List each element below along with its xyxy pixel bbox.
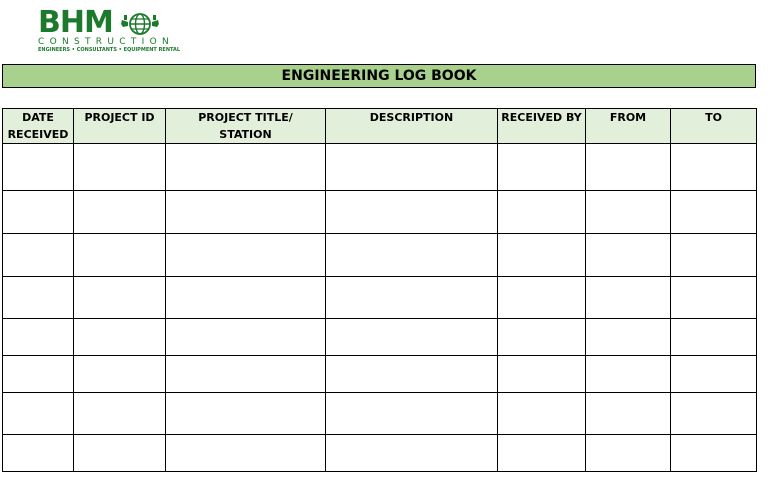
table-cell[interactable] <box>74 144 166 191</box>
table-row <box>3 234 757 277</box>
column-header-line: FROM <box>609 111 647 124</box>
table-cell[interactable] <box>671 319 757 356</box>
table-cell[interactable] <box>3 191 74 234</box>
table-cell[interactable] <box>671 234 757 277</box>
table-cell[interactable] <box>498 277 586 319</box>
column-header <box>586 109 671 144</box>
table-cell[interactable] <box>166 435 326 472</box>
table-cell[interactable] <box>671 191 757 234</box>
table-row <box>3 356 757 393</box>
table-cell[interactable] <box>3 393 74 435</box>
table-cell[interactable] <box>74 277 166 319</box>
table-cell[interactable] <box>326 435 498 472</box>
table-header-row <box>3 109 757 144</box>
table-cell[interactable] <box>586 435 671 472</box>
table-cell[interactable] <box>498 393 586 435</box>
table-cell[interactable] <box>326 277 498 319</box>
table-cell[interactable] <box>586 234 671 277</box>
table-cell[interactable] <box>74 356 166 393</box>
globe-icon <box>119 12 161 36</box>
page-title: ENGINEERING LOG BOOK <box>2 64 756 88</box>
table-cell[interactable] <box>3 319 74 356</box>
table-cell[interactable] <box>586 319 671 356</box>
table-cell[interactable] <box>166 393 326 435</box>
table-cell[interactable] <box>326 319 498 356</box>
table-cell[interactable] <box>498 356 586 393</box>
table-cell[interactable] <box>498 234 586 277</box>
table-body <box>3 144 757 472</box>
table-cell[interactable] <box>498 435 586 472</box>
column-header-line: TO <box>705 111 722 124</box>
table-cell[interactable] <box>326 356 498 393</box>
table-cell[interactable] <box>586 277 671 319</box>
table-cell[interactable] <box>166 356 326 393</box>
table-cell[interactable] <box>3 277 74 319</box>
column-header-line: RECEIVED BY <box>501 111 582 124</box>
logo-tagline: ENGINEERS • CONSULTANTS • EQUIPMENT RENTAL <box>38 47 181 53</box>
table-cell[interactable] <box>166 319 326 356</box>
table-cell[interactable] <box>74 393 166 435</box>
table-cell[interactable] <box>3 435 74 472</box>
table-cell[interactable] <box>326 191 498 234</box>
table-cell[interactable] <box>586 356 671 393</box>
table-cell[interactable] <box>671 393 757 435</box>
table-cell[interactable] <box>326 393 498 435</box>
table-row <box>3 435 757 472</box>
table-cell[interactable] <box>166 191 326 234</box>
table-cell[interactable] <box>3 144 74 191</box>
column-header-line: PROJECT TITLE/ <box>198 111 293 124</box>
column-header-line <box>326 126 497 127</box>
column-header-line <box>74 126 165 127</box>
column-header <box>166 109 326 144</box>
table-row <box>3 144 757 191</box>
table-row <box>3 191 757 234</box>
table-cell[interactable] <box>498 191 586 234</box>
table-cell[interactable] <box>671 435 757 472</box>
table-cell[interactable] <box>74 191 166 234</box>
column-header <box>74 109 166 144</box>
column-header <box>671 109 757 144</box>
column-header-line <box>498 126 585 127</box>
column-header <box>326 109 498 144</box>
logo-subtitle: CONSTRUCTION <box>38 37 175 47</box>
table-row <box>3 277 757 319</box>
table-cell[interactable] <box>166 277 326 319</box>
logo-wordmark: BHM <box>38 5 113 40</box>
table-row <box>3 319 757 356</box>
table-cell[interactable] <box>671 144 757 191</box>
column-header <box>498 109 586 144</box>
column-header <box>3 109 74 144</box>
table-cell[interactable] <box>166 234 326 277</box>
table-cell[interactable] <box>74 319 166 356</box>
column-header-line: DATE <box>22 111 54 124</box>
column-header-line <box>586 126 670 127</box>
column-header-line: DESCRIPTION <box>369 111 454 124</box>
table-cell[interactable] <box>74 435 166 472</box>
table-cell[interactable] <box>586 144 671 191</box>
table-cell[interactable] <box>3 234 74 277</box>
table-cell[interactable] <box>3 356 74 393</box>
column-header-line: STATION <box>219 128 272 141</box>
column-header-line <box>671 126 756 127</box>
column-header-line: RECEIVED <box>7 128 69 141</box>
table-cell[interactable] <box>586 393 671 435</box>
table-cell[interactable] <box>671 356 757 393</box>
log-table <box>2 108 757 472</box>
table-cell[interactable] <box>498 319 586 356</box>
table-row <box>3 393 757 435</box>
table-cell[interactable] <box>586 191 671 234</box>
company-logo <box>38 5 234 53</box>
table-cell[interactable] <box>166 144 326 191</box>
table-cell[interactable] <box>326 144 498 191</box>
table-cell[interactable] <box>74 234 166 277</box>
table-cell[interactable] <box>671 277 757 319</box>
table-cell[interactable] <box>326 234 498 277</box>
table-cell[interactable] <box>498 144 586 191</box>
column-header-line: PROJECT ID <box>84 111 155 124</box>
